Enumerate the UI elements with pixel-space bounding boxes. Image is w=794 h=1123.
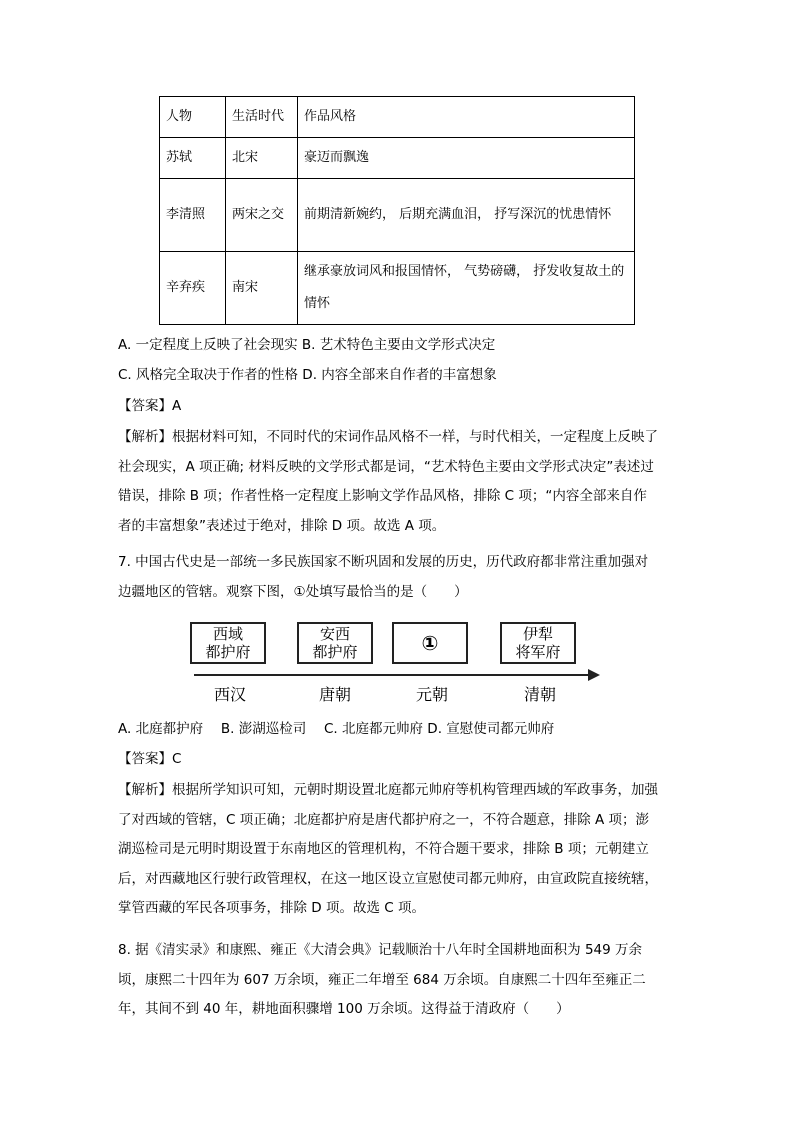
table-cell: 李清照 (160, 179, 226, 252)
timeline-box-line: 都护府 (312, 643, 358, 661)
timeline-box-line: 将军府 (515, 643, 561, 661)
table-header-cell: 作品风格 (298, 97, 635, 138)
q6-options-line-2: C. 风格完全取决于作者的性格 D. 内容全部来自作者的丰富想象 (118, 367, 497, 383)
table-cell: 豪迈而飘逸 (298, 138, 635, 179)
timeline-box-xiyu (190, 622, 266, 664)
arrow-right-icon (588, 669, 600, 681)
timeline-box-line: 西域 (212, 625, 243, 643)
table-header-cell: 生活时代 (226, 97, 298, 138)
q6-options-line-1: A. 一定程度上反映了社会现实 B. 艺术特色主要由文学形式决定 (118, 337, 496, 353)
circled-number-one: ① (421, 631, 439, 655)
timeline-box-yili (500, 622, 576, 664)
timeline-era-label: 元朝 (415, 685, 448, 704)
q7-answer: 【答案】C (118, 751, 182, 767)
table-header-row (160, 97, 635, 138)
table-row (160, 252, 635, 325)
poets-table (159, 96, 635, 325)
table-row (160, 138, 635, 179)
table-header-cell: 人物 (160, 97, 226, 138)
table-cell: 两宋之交 (226, 179, 298, 252)
timeline-era-label: 唐朝 (318, 685, 351, 704)
timeline-box-line: 都护府 (205, 643, 251, 661)
timeline-box-blank (392, 622, 468, 664)
timeline-era-label: 西汉 (213, 685, 246, 704)
q7-analysis: 【解析】根据所学知识可知，元朝时期设置北庭都元帅府等机构管理西域的军政事务，加强了对西域的管辖，C 项正确；北庭都护府是唐代都护府之一，不符合题意，排除 A 项；澎湖巡检司是元明时期设置于东南地区的管理机构，不符合题干要求，排除 B 项；元朝建立后，对西藏地区行驶行政管理权，在这一地区设立宣慰使司都元帅府，由宣政院直接统辖，掌管西藏的军民各项事务，排除 D 项。故选 C 项。 (118, 782, 658, 916)
q8-stem: 8. 据《清实录》和康熙、雍正《大清会典》记载顺治十八年时全国耕地面积为 549 万余顷，康熙二十四年为 607 万余顷，雍正二年增至 684 万余顷。自康熙二十四年至雍正二年，其间不到 40 年，耕地面积骤增 100 万余顷。这得益于清政府（ ） (118, 942, 646, 1017)
timeline-diagram (180, 616, 610, 708)
timeline-era-label: 清朝 (523, 685, 556, 704)
table-cell: 继承豪放词风和报国情怀， 气势磅礴， 抒发收复故土的情怀 (298, 252, 635, 325)
table-cell: 南宋 (226, 252, 298, 325)
table-row (160, 179, 635, 252)
timeline-axis (194, 674, 594, 676)
table-cell: 北宋 (226, 138, 298, 179)
q6-answer: 【答案】A (118, 398, 182, 414)
timeline-box-line: 安西 (319, 625, 350, 643)
timeline-box-anxi (297, 622, 373, 664)
q6-analysis: 【解析】根据材料可知，不同时代的宋词作品风格不一样，与时代相关，一定程度上反映了社会现实，A 项正确; 材料反映的文学形式都是词，“艺术特色主要由文学形式决定”表述过错误，排除 B 项；作者性格一定程度上影响文学作品风格，排除 C 项；“内容全部来自作者的丰富想象”表述过于绝对，排除 D 项。故选 A 项。 (118, 429, 658, 534)
table-cell: 辛弃疾 (160, 252, 226, 325)
q7-options: A. 北庭都护府 B. 澎湖巡检司 C. 北庭都元帅府 D. 宣慰使司都元帅府 (118, 721, 555, 737)
table-cell: 苏轼 (160, 138, 226, 179)
timeline-box-line: 伊犁 (522, 625, 553, 643)
table-cell: 前期清新婉约， 后期充满血泪， 抒写深沉的忧患情怀 (298, 179, 635, 252)
q7-stem: 7. 中国古代史是一部统一多民族国家不断巩固和发展的历史，历代政府都非常注重加强对边疆地区的管辖。观察下图，①处填写最恰当的是（ ） (118, 554, 649, 600)
